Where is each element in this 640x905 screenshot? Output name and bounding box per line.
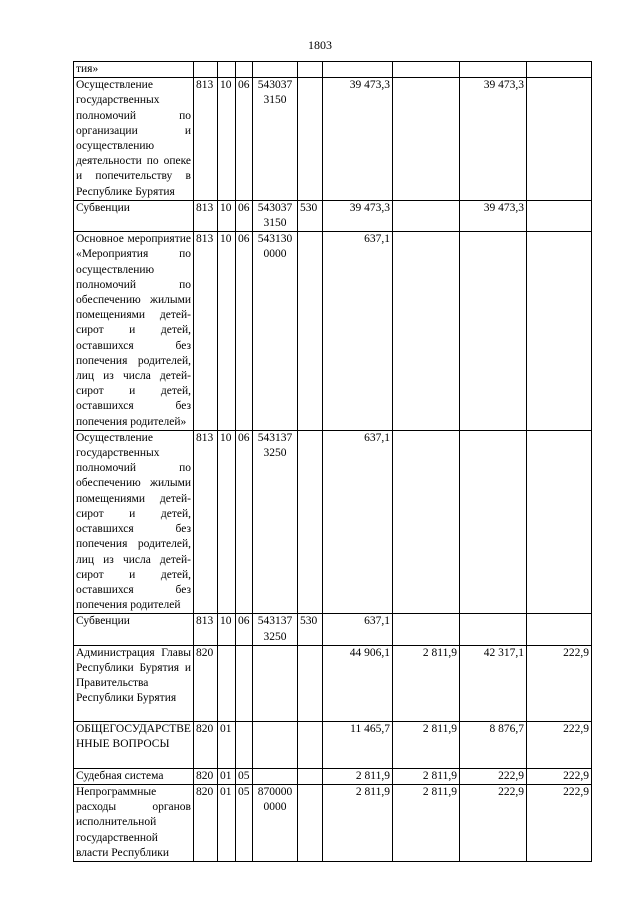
row-name: Непрограммные расходы органов исполнительной государственной власти Республики bbox=[74, 784, 194, 861]
table-row: Осуществление государственных полномочий по обеспечению жилыми помещениями детей-сирот и детей, оставшихся без попечения родителей, лиц из числа детей-сирот и детей, оставшихся без попечения родителей 813 10 06 543137 3250 637,1 bbox=[74, 430, 592, 613]
table-row: Субвенции 813 10 06 543137 3250 530 637,1 bbox=[74, 614, 592, 645]
table-row: ОБЩЕГОСУДАРСТВЕННЫЕ ВОПРОСЫ 820 01 11 465,7 2 811,9 8 876,7 222,9 bbox=[74, 721, 592, 768]
row-name: Субвенции bbox=[74, 200, 194, 231]
row-name: Осуществление государственных полномочий по организации и осуществлению деятельности по опеке и попечительству в Республике Бурятия bbox=[74, 78, 194, 201]
table-row bbox=[74, 62, 592, 78]
row-name: тия» bbox=[74, 62, 194, 78]
row-name: Осуществление государственных полномочий по обеспечению жилыми помещениями детей-сирот и детей, оставшихся без попечения родителей, лиц из числа детей-сирот и детей, оставшихся без попечения родителей bbox=[74, 430, 194, 613]
table-row: Администрация Главы Республики Бурятия и Правительства Республики Бурятия 820 44 906,1 2 811,9 42 317,1 222,9 bbox=[74, 645, 592, 721]
table-row: Судебная система 820 01 05 2 811,9 2 811,9 222,9 222,9 bbox=[74, 768, 592, 784]
page-number: 1803 bbox=[308, 38, 332, 52]
row-name: Субвенции bbox=[74, 614, 194, 645]
row-name: Судебная система bbox=[74, 768, 194, 784]
table-row: Непрограммные расходы органов исполнительной государственной власти Республики 820 01 05 870000 0000 2 811,9 2 811,9 222,9 222,9 bbox=[74, 784, 592, 861]
table-row: Осуществление государственных полномочий по организации и осуществлению деятельности по опеке и попечительству в Республике Бурятия 813 10 06 543037 3150 39 473,3 39 473,3 bbox=[74, 78, 592, 201]
row-name: Администрация Главы Республики Бурятия и Правительства Республики Бурятия bbox=[74, 645, 194, 721]
budget-table bbox=[73, 61, 592, 862]
row-name: Основное мероприятие «Мероприятия по осуществлению полномочий по обеспечению жилыми помещениями детей-сирот и детей, оставшихся без попечения родителей, лиц из числа детей-сирот и детей, оставшихся без попечения родителей» bbox=[74, 232, 194, 431]
table-row: Субвенции 813 10 06 543037 3150 530 39 473,3 39 473,3 bbox=[74, 200, 592, 231]
table-row: Основное мероприятие «Мероприятия по осуществлению полномочий по обеспечению жилыми помещениями детей-сирот и детей, оставшихся без попечения родителей, лиц из числа детей-сирот и детей, оставшихся без попечения родителей» 813 10 06 543130 0000 637,1 bbox=[74, 232, 592, 431]
row-name: ОБЩЕГОСУДАРСТВЕННЫЕ ВОПРОСЫ bbox=[74, 721, 194, 768]
